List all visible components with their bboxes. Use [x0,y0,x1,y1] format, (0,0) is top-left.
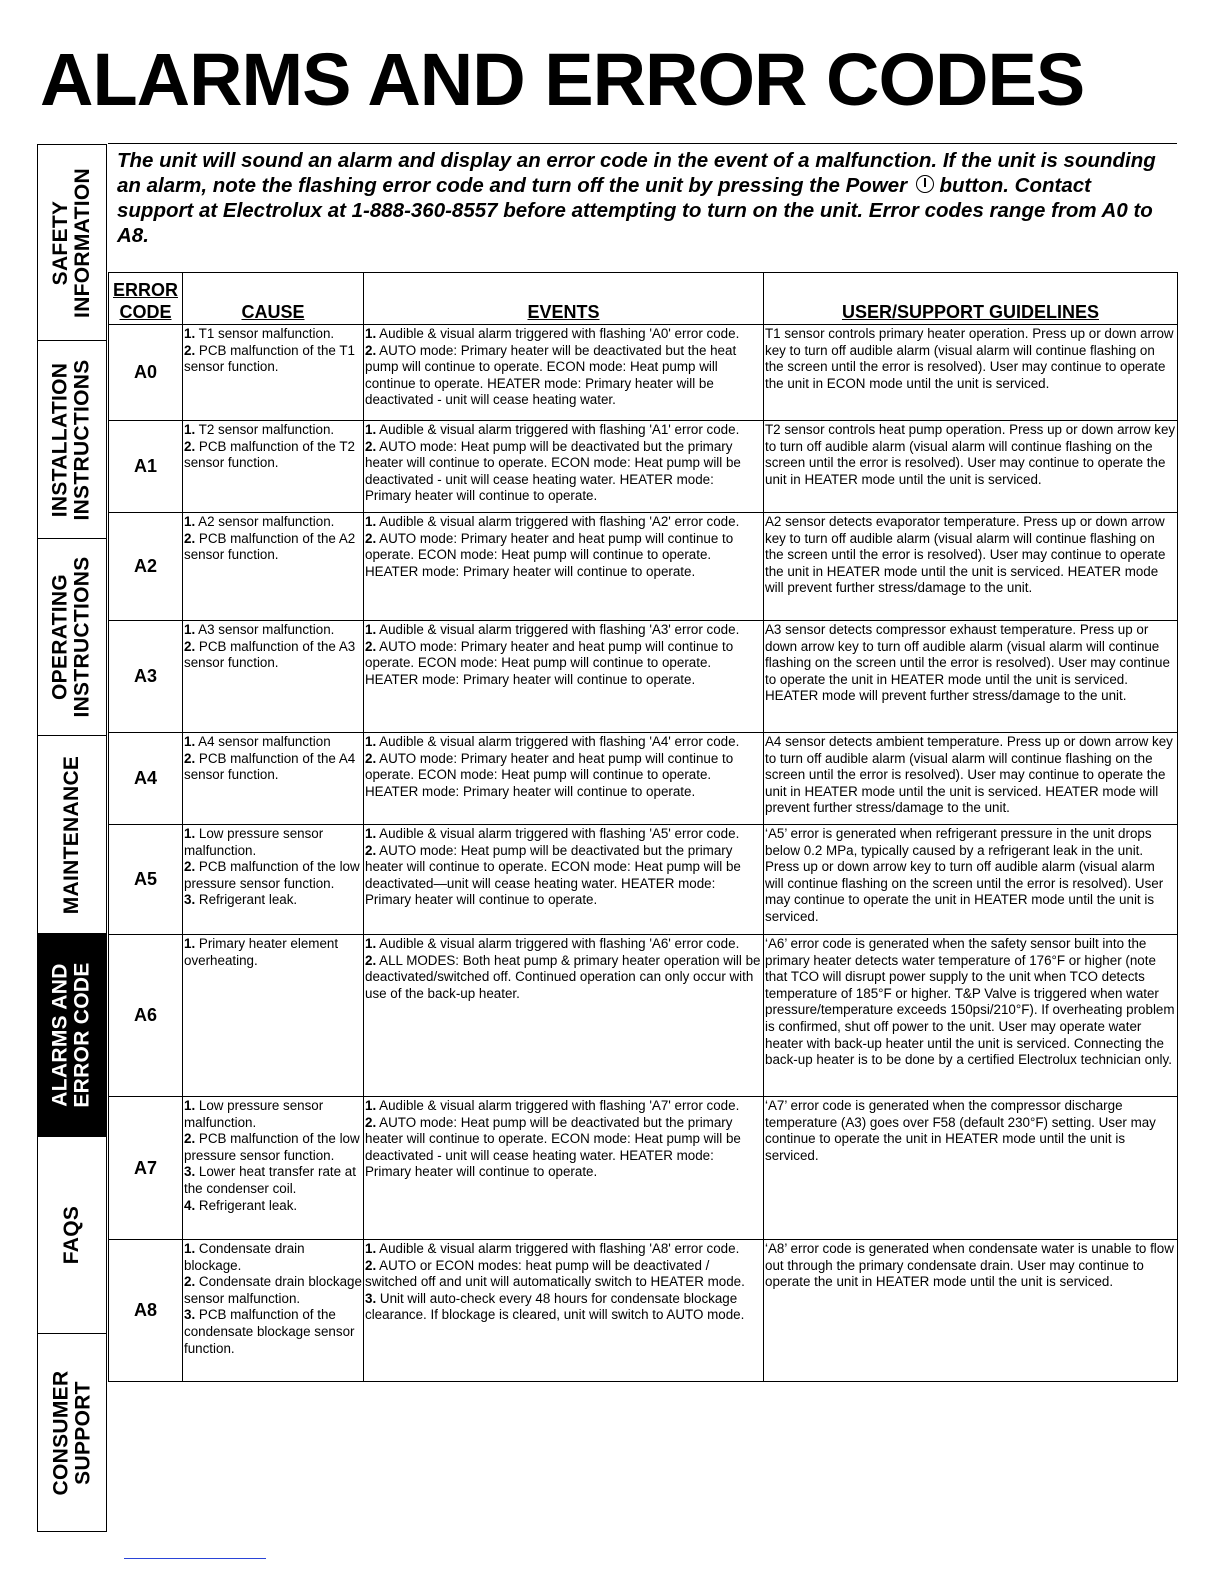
events-item-text: Audible & visual alarm triggered with flashing 'A6' error code. [376,936,740,951]
table-row [109,513,1178,621]
cause-cell [183,513,364,621]
cause-item [184,936,362,969]
events-item-number: 2. [365,530,377,546]
cause-item [184,826,362,859]
events-item [365,1241,762,1258]
cause-item-number: 3. [184,1307,196,1323]
table-row [109,935,1178,1097]
events-item [365,622,762,639]
events-item-text: Unit will auto-check every 48 hours for condensate blockage clearance. If blockage is cleared, unit will switch to AUTO mode. [365,1290,745,1323]
sidebar-tab-label: INSTALLATION INSTRUCTIONS [49,358,95,521]
guidelines-cell: T1 sensor controls primary heater operation. Press up or down arrow key to turn off audible alarm (visual alarm will continue flashing on the screen until the error is resolved). User may continue to operate the unit in ECON mode until the unit is serviced. [764,325,1178,421]
sidebar-tab-consumer-support[interactable] [38,1334,106,1531]
events-item [365,531,762,581]
cause-item-text: Primary heater element overheating. [184,936,339,968]
header-events: EVENTS [364,273,764,325]
error-code: A4 [133,768,157,789]
cause-cell [183,325,364,421]
cause-item-number: 1. [184,936,196,951]
cause-item-number: 2. [184,342,196,358]
events-item-number: 1. [365,1098,377,1113]
table-row [109,1097,1178,1240]
error-code-cell [109,325,183,421]
table-body [109,325,1178,1382]
cause-item-text: PCB malfunction of the A3 sensor function. [184,638,356,671]
events-item-number: 2. [365,1114,377,1130]
error-code: A8 [133,1300,157,1321]
cause-cell [183,733,364,825]
cause-item-number: 2. [184,1131,196,1147]
error-code: A7 [133,1157,157,1178]
cause-cell [183,621,364,733]
guidelines-cell: ‘A6’ error code is generated when the safety sensor built into the primary heater detects water temperature of 176°F or higher (note that TCO will disrupt power supply to the unit when TCO detects temperature of 185°F or higher. T&P Valve is triggered when water pressure/temperature exceeds 150psi/210°F). If overheating problem is confirmed, shut off power to the unit. User may operate water heater with back-up heater until the unit is serviced. Connecting the back-up heater is to be done by a certified Electrolux technician only. [764,935,1178,1097]
cause-cell [183,1240,364,1382]
cause-item-text: PCB malfunction of the A2 sensor function. [184,530,356,563]
table-row [109,1240,1178,1382]
sidebar-tab-label: MAINTENANCE [60,755,83,914]
cause-item-text: Condensate drain blockage. [184,1241,305,1273]
error-code-cell [109,733,183,825]
cause-item-text: Low pressure sensor malfunction. [184,1098,324,1130]
guidelines-cell: T2 sensor controls heat pump operation. Press up or down arrow key to turn off audible alarm (visual alarm will continue flashing on the screen until the error is resolved). User may continue to operate the unit in HEATER mode until the unit is serviced. [764,421,1178,513]
sidebar-tab-label: OPERATING INSTRUCTIONS [49,556,95,718]
events-item-text: Audible & visual alarm triggered with flashing 'A8' error code. [376,1241,740,1256]
intro-text-part1: The unit will sound an alarm and display an error code in the event of a malfunction. If the unit is sounding an alarm, note the flashing error code and turn off the unit by pressing the Power [117,149,1156,197]
events-item-number: 2. [365,438,377,454]
error-code: A6 [133,1005,157,1026]
cause-item-number: 2. [184,750,196,766]
error-code: A5 [133,869,157,890]
events-item-number: 2. [365,638,377,654]
table-row [109,733,1178,825]
cause-item [184,1098,362,1131]
events-item-text: ALL MODES: Both heat pump & primary heater operation will be deactivated/switched off. Continued operation can only occur with use of the back-up heater. [365,952,761,1001]
error-code-cell [109,825,183,935]
guidelines-cell: ‘A5’ error is generated when refrigerant pressure in the unit drops below 0.2 MPa, typically caused by a refrigerant leak in the unit. Press up or down arrow key to turn off audible alarm (visual alarm will continue flashing on the screen until the error is resolved). User may continue to operate the unit in HEATER mode until the unit is serviced. [764,825,1178,935]
sidebar-tab-faqs[interactable] [38,1137,106,1334]
cause-item-number: 1. [184,514,196,529]
error-code: A3 [133,666,157,687]
events-item-number: 1. [365,1241,377,1256]
events-item-text: Audible & visual alarm triggered with flashing 'A1' error code. [376,422,740,437]
events-item-number: 3. [365,1290,377,1306]
intro-text-part2: button. Contact support at Electrolux at 1-888-360-8557 before attempting to turn on the unit. Error codes range from A0 to A8. [117,174,1153,247]
sidebar-tab-installation-instructions[interactable] [38,341,106,539]
cause-item-number: 1. [184,734,196,749]
cause-item [184,1274,362,1307]
events-item-number: 2. [365,1257,377,1273]
events-item-text: Audible & visual alarm triggered with flashing 'A2' error code. [376,514,740,529]
events-item-text: Audible & visual alarm triggered with flashing 'A5' error code. [376,826,740,841]
events-item [365,639,762,689]
events-item-number: 1. [365,514,377,529]
cause-item [184,892,362,909]
events-item [365,422,762,439]
error-code-table [108,272,1178,1382]
cause-item [184,859,362,892]
events-item-number: 2. [365,342,377,358]
cause-item-text: A4 sensor malfunction [195,734,331,749]
cause-item [184,622,362,639]
error-code: A1 [133,456,157,477]
cause-item-text: PCB malfunction of the T1 sensor function. [184,342,355,375]
events-item-text: AUTO mode: Primary heater and heat pump will continue to operate. ECON mode: Heat pump will continue to operate. HEATER mode: Primary heater will continue to operate. [365,750,734,799]
events-item-number: 1. [365,422,377,437]
header-error-code [109,273,183,325]
cause-item-text: Refrigerant leak. [195,1197,298,1213]
cause-item-number: 1. [184,1241,196,1256]
events-item-number: 1. [365,326,377,341]
events-item [365,751,762,801]
events-item-text: AUTO mode: Primary heater will be deactivated but the heat pump will continue to operate. ECON mode: Heat pump will continue to operate. HEATER mode: Primary heater will be deactivated - unit will cease heating water. [365,342,737,408]
header-error-code-line1: ERROR [112,280,178,300]
cause-cell [183,825,364,935]
cause-item [184,1131,362,1164]
cause-item [184,531,362,564]
cause-item-number: 2. [184,438,196,454]
table-row [109,825,1178,935]
sidebar-tab-label: FAQS [59,1205,83,1265]
cause-item-text: PCB malfunction of the low pressure sensor function. [184,1131,360,1163]
cause-item-text: A2 sensor malfunction. [195,514,335,529]
events-item-number: 1. [365,826,377,841]
cause-item-text: Refrigerant leak. [195,892,298,908]
cause-item-text: Low pressure sensor malfunction. [184,826,324,858]
intro-paragraph [117,148,1167,248]
events-cell [364,325,764,421]
events-item [365,734,762,751]
sidebar-tab-alarms-and-error-code[interactable] [38,934,106,1137]
events-item [365,343,762,409]
events-item [365,953,762,1003]
cause-item-number: 2. [184,638,196,654]
cause-item-number: 2. [184,859,196,875]
error-code-cell [109,935,183,1097]
events-item-number: 1. [365,734,377,749]
section-sidebar [37,144,107,1532]
table-row [109,621,1178,733]
events-item-text: AUTO or ECON modes: heat pump will be deactivated / switched off and unit will automatically switch to HEATER mode. [365,1257,745,1290]
cause-item [184,1307,362,1357]
cause-item-number: 2. [184,530,196,546]
cause-item [184,639,362,672]
sidebar-tab-label: ALARMS AND ERROR CODE [49,962,95,1108]
cause-item [184,1241,362,1274]
title-divider [108,143,1177,144]
cause-item-text: T1 sensor malfunction. [195,326,335,341]
cause-item-number: 1. [184,1098,196,1113]
cause-item [184,751,362,784]
cause-item [184,343,362,376]
guidelines-cell: A2 sensor detects evaporator temperature. Press up or down arrow key to turn off audible alarm (visual alarm will continue flashing on the screen until the error is resolved). User may continue to operate the unit in HEATER mode until the unit is serviced. HEATER mode will prevent further stress/damage to the unit. [764,513,1178,621]
error-code-cell [109,513,183,621]
events-item-text: Audible & visual alarm triggered with flashing 'A7' error code. [376,1098,740,1113]
events-item-text: AUTO mode: Primary heater and heat pump will continue to operate. ECON mode: Heat pump will continue to operate. HEATER mode: Primary heater will continue to operate. [365,530,734,579]
cause-item-text: PCB malfunction of the A4 sensor function. [184,750,356,783]
error-code-cell [109,421,183,513]
cause-cell [183,935,364,1097]
events-item-number: 2. [365,952,377,968]
events-item-number: 2. [365,750,377,766]
cause-item-text: Lower heat transfer rate at the condenser coil. [184,1164,356,1196]
cause-item [184,1164,362,1197]
sidebar-tab-label: SAFETY INFORMATION [49,167,95,318]
guidelines-cell: A3 sensor detects compressor exhaust temperature. Press up or down arrow key to turn off audible alarm (visual alarm will continue flashing on the screen until the error is resolved). User may continue to operate the unit in HEATER mode until the unit is serviced. HEATER mode will prevent further stress/damage to the unit. [764,621,1178,733]
events-item [365,843,762,909]
events-item-text: AUTO mode: Heat pump will be deactivated but the primary heater will continue to operate. ECON mode: Heat pump will be deactivated - unit will cease heating water. HEATER mode: Primary heater will continue to operate. [365,438,741,504]
cause-item-text: Condensate drain blockage sensor malfunction. [184,1274,362,1306]
events-item-number: 2. [365,842,377,858]
cause-item [184,1198,362,1215]
events-item-text: Audible & visual alarm triggered with flashing 'A4' error code. [376,734,740,749]
error-code: A0 [133,362,157,383]
cause-item-text: T2 sensor malfunction. [195,422,335,437]
cause-item-number: 3. [184,1164,196,1180]
cause-cell [183,1097,364,1240]
events-item-text: Audible & visual alarm triggered with flashing 'A3' error code. [376,622,740,637]
events-cell [364,1240,764,1382]
cause-item [184,422,362,439]
guidelines-cell: ‘A8’ error code is generated when condensate water is unable to flow out through the primary condensate drain. User may continue to operate the unit in HEATER mode until the unit is serviced. [764,1240,1178,1382]
events-item [365,826,762,843]
sidebar-tab-operating-instructions[interactable] [38,539,106,736]
events-item-number: 1. [365,622,377,637]
error-code-cell [109,1097,183,1240]
cause-item [184,326,362,343]
error-code-cell [109,621,183,733]
table-row [109,421,1178,513]
events-item [365,326,762,343]
cause-item [184,439,362,472]
events-cell [364,825,764,935]
header-error-code-line2: CODE [119,302,172,322]
cause-item-number: 2. [184,1274,196,1290]
guidelines-cell: A4 sensor detects ambient temperature. Press up or down arrow key to turn off audible alarm (visual alarm will continue flashing on the screen until the error is resolved). User may continue to operate the unit in HEATER mode until the unit is serviced. HEATER mode will prevent further stress/damage to the unit. [764,733,1178,825]
table-header-row [109,273,1178,325]
cause-item-text: A3 sensor malfunction. [195,622,335,637]
cause-item-number: 1. [184,622,196,637]
events-item [365,514,762,531]
events-cell [364,1097,764,1240]
footer-link-line [124,1558,266,1559]
cause-item-number: 1. [184,826,196,841]
header-guidelines: USER/SUPPORT GUIDELINES [764,273,1178,325]
events-item [365,1115,762,1181]
events-item [365,439,762,505]
cause-item [184,734,362,751]
events-item-number: 1. [365,936,377,951]
sidebar-tab-label: CONSUMER SUPPORT [49,1370,94,1495]
events-item [365,1291,762,1324]
events-cell [364,513,764,621]
cause-item-number: 1. [184,422,196,437]
events-item [365,936,762,953]
events-item [365,1258,762,1291]
page-title: ALARMS AND ERROR CODES [40,38,1085,121]
events-cell [364,733,764,825]
sidebar-tab-safety-information[interactable] [38,145,106,341]
cause-item-text: PCB malfunction of the T2 sensor function. [184,438,355,471]
events-item-text: AUTO mode: Primary heater and heat pump will continue to operate. ECON mode: Heat pump will continue to operate. HEATER mode: Primary heater will continue to operate. [365,638,734,687]
guidelines-cell: ‘A7’ error code is generated when the compressor discharge temperature (A3) goes over F58 (default 230°F) setting. User may continue to operate the unit in HEATER mode until the unit is serviced. [764,1097,1178,1240]
error-code: A2 [133,556,157,577]
cause-item-number: 4. [184,1197,196,1213]
cause-item-text: PCB malfunction of the low pressure sensor function. [184,859,360,891]
cause-item-number: 1. [184,326,196,341]
events-item [365,1098,762,1115]
events-item-text: AUTO mode: Heat pump will be deactivated but the primary heater will continue to operate. ECON mode: Heat pump will be deactivated—unit will cease heating water. HEATER mode: Primary heater will continue to operate. [365,842,741,908]
power-icon [916,175,934,193]
sidebar-tab-maintenance[interactable] [38,736,106,934]
events-cell [364,935,764,1097]
cause-item [184,514,362,531]
events-cell [364,621,764,733]
cause-cell [183,421,364,513]
events-item-text: AUTO mode: Heat pump will be deactivated but the primary heater will continue to operate. ECON mode: Heat pump will be deactivated - unit will cease heating water. HEATER mode: Primary heater will continue to operate. [365,1114,741,1180]
header-cause: CAUSE [183,273,364,325]
cause-item-number: 3. [184,892,196,908]
table-row [109,325,1178,421]
events-item-text: Audible & visual alarm triggered with flashing 'A0' error code. [376,326,740,341]
events-cell [364,421,764,513]
error-code-cell [109,1240,183,1382]
cause-item-text: PCB malfunction of the condensate blockage sensor function. [184,1307,355,1356]
